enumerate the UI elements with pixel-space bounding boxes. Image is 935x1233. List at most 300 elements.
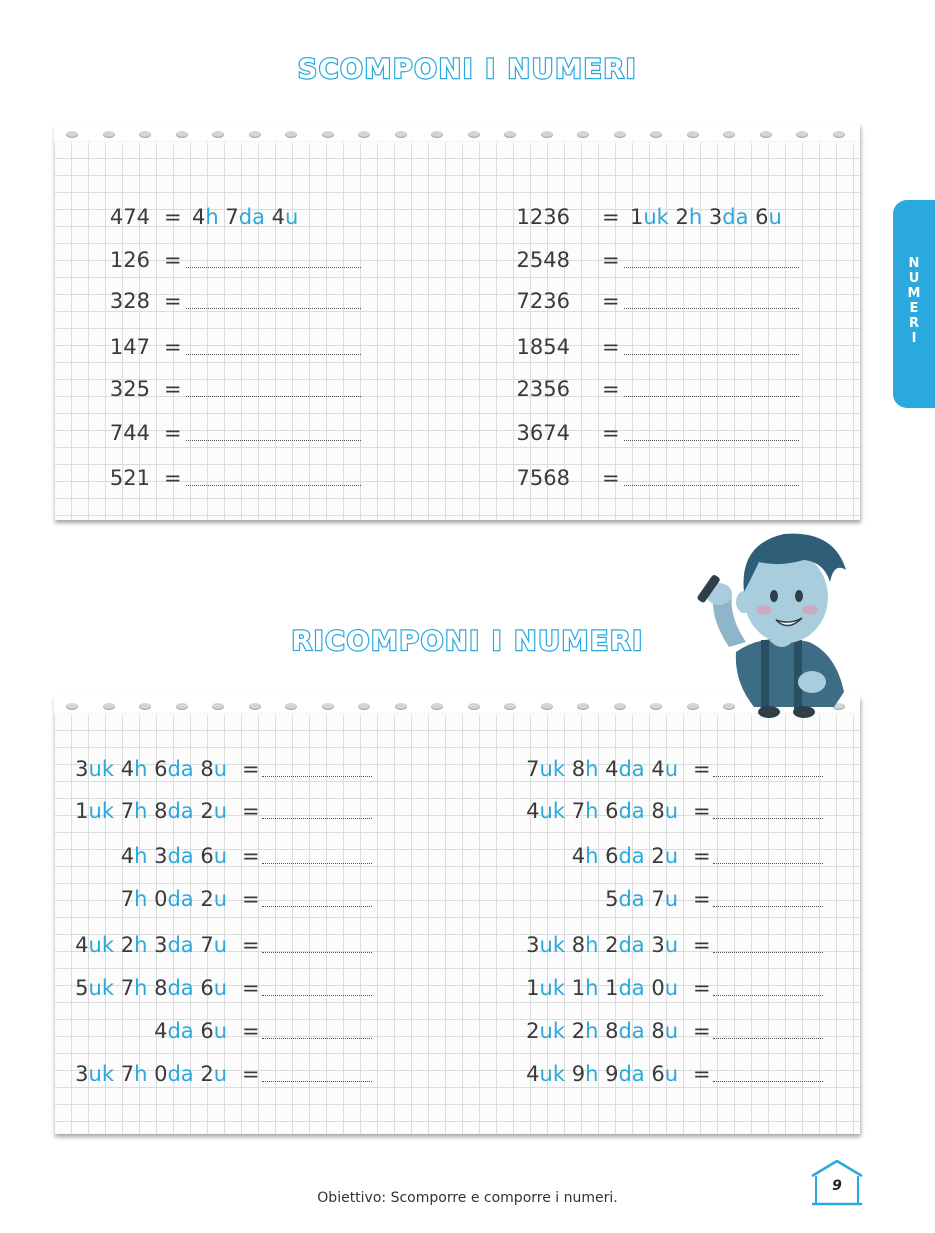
digit: 9 bbox=[565, 1062, 586, 1086]
unit-label: da bbox=[618, 799, 645, 823]
unit-label: u bbox=[213, 887, 227, 911]
side-tab-letter: N bbox=[908, 256, 920, 271]
spiral-hole bbox=[504, 131, 516, 138]
digit: 3 bbox=[526, 933, 540, 957]
decompose-row bbox=[474, 245, 854, 275]
unit-label: da bbox=[167, 844, 194, 868]
digit: 3 bbox=[75, 757, 89, 781]
digit: 2 bbox=[668, 205, 689, 229]
digit: 9 bbox=[598, 1062, 619, 1086]
spiral-hole bbox=[322, 131, 334, 138]
digit: 7 bbox=[526, 757, 540, 781]
answer-blank-line[interactable] bbox=[262, 1038, 372, 1039]
unit-label: h bbox=[585, 1062, 599, 1086]
equals-sign: = bbox=[242, 844, 260, 868]
digit: 8 bbox=[644, 799, 665, 823]
place-value-expression bbox=[572, 841, 678, 871]
side-tab-letter: E bbox=[909, 301, 919, 316]
digit: 5 bbox=[75, 976, 89, 1000]
answer-blank-line[interactable] bbox=[624, 308, 799, 309]
equals-sign: = bbox=[242, 933, 260, 957]
compose-row bbox=[54, 884, 394, 914]
digit: 6 bbox=[598, 799, 619, 823]
equals-sign: = bbox=[693, 1019, 711, 1043]
equals-sign: = bbox=[602, 466, 620, 490]
side-tab-label bbox=[902, 256, 926, 346]
spiral-hole bbox=[431, 131, 443, 138]
digit: 6 bbox=[147, 757, 168, 781]
place-value-expression bbox=[154, 1016, 227, 1046]
number-to-decompose: 2356 bbox=[516, 377, 570, 401]
unit-label: uk bbox=[539, 933, 566, 957]
answer-blank-line[interactable] bbox=[186, 485, 361, 486]
answer-blank-line[interactable] bbox=[186, 354, 361, 355]
spiral-hole bbox=[285, 703, 297, 710]
unit-label: u bbox=[664, 844, 678, 868]
unit-label: da bbox=[618, 933, 645, 957]
digit: 6 bbox=[748, 205, 769, 229]
unit-label: u bbox=[768, 205, 782, 229]
equals-sign: = bbox=[164, 205, 182, 229]
objective-footer: Obiettivo: Scomporre e comporre i numeri. bbox=[317, 1190, 618, 1206]
place-value-expression bbox=[75, 973, 227, 1003]
equals-sign: = bbox=[693, 976, 711, 1000]
side-tab-letter: R bbox=[908, 316, 919, 331]
answer-blank-line[interactable] bbox=[262, 1081, 372, 1082]
equals-sign: = bbox=[164, 466, 182, 490]
digit: 2 bbox=[114, 933, 135, 957]
side-tab-letter: I bbox=[911, 331, 917, 346]
equals-sign: = bbox=[164, 377, 182, 401]
digit: 4 bbox=[571, 844, 586, 868]
unit-label: u bbox=[664, 757, 678, 781]
equals-sign: = bbox=[602, 289, 620, 313]
spiral-hole bbox=[66, 131, 78, 138]
spiral-hole bbox=[212, 703, 224, 710]
digit: 4 bbox=[114, 757, 135, 781]
unit-label: da bbox=[167, 887, 194, 911]
unit-label: da bbox=[167, 799, 194, 823]
unit-label: u bbox=[664, 1062, 678, 1086]
compose-row bbox=[505, 1016, 845, 1046]
digit: 7 bbox=[193, 933, 214, 957]
place-value-expression bbox=[526, 1016, 678, 1046]
unit-label: da bbox=[618, 1062, 645, 1086]
digit: 4 bbox=[154, 1019, 168, 1043]
side-tab-letter: U bbox=[908, 271, 920, 286]
equals-sign: = bbox=[164, 421, 182, 445]
unit-label: u bbox=[664, 887, 678, 911]
digit: 4 bbox=[264, 205, 285, 229]
place-value-expression bbox=[75, 754, 227, 784]
notebook-paper-scomponi bbox=[54, 124, 860, 520]
digit: 6 bbox=[193, 1019, 214, 1043]
digit: 2 bbox=[526, 1019, 540, 1043]
compose-row bbox=[505, 796, 845, 826]
unit-label: da bbox=[618, 757, 645, 781]
equals-sign: = bbox=[693, 844, 711, 868]
notebook-paper-ricomponi bbox=[54, 696, 860, 1134]
answer-blank-line[interactable] bbox=[713, 1038, 823, 1039]
section-title-ricomponi: RICOMPONI I NUMERI bbox=[291, 626, 644, 657]
answer-blank-line[interactable] bbox=[186, 308, 361, 309]
digit: 8 bbox=[644, 1019, 665, 1043]
unit-label: da bbox=[618, 976, 645, 1000]
spiral-hole bbox=[139, 131, 151, 138]
unit-label: u bbox=[213, 933, 227, 957]
spiral-hole bbox=[322, 703, 334, 710]
spiral-hole bbox=[176, 703, 188, 710]
spiral-hole bbox=[395, 703, 407, 710]
unit-label: da bbox=[238, 205, 265, 229]
spiral-hole bbox=[468, 703, 480, 710]
answer-blank-line[interactable] bbox=[624, 485, 799, 486]
number-to-decompose: 744 bbox=[109, 421, 150, 445]
unit-label: uk bbox=[88, 1062, 115, 1086]
unit-label: u bbox=[284, 205, 299, 229]
number-to-decompose: 1854 bbox=[516, 335, 570, 359]
unit-label: uk bbox=[643, 205, 669, 229]
digit: 3 bbox=[147, 933, 168, 957]
decompose-row bbox=[54, 245, 434, 275]
digit: 4 bbox=[192, 205, 206, 229]
answer-blank-line[interactable] bbox=[186, 440, 361, 441]
unit-label: h bbox=[585, 757, 599, 781]
unit-label: uk bbox=[539, 799, 566, 823]
unit-label: uk bbox=[539, 1019, 566, 1043]
unit-label: h bbox=[134, 844, 148, 868]
decompose-row bbox=[474, 374, 854, 404]
equals-sign: = bbox=[693, 933, 711, 957]
compose-row bbox=[54, 1059, 394, 1089]
unit-label: da bbox=[618, 887, 645, 911]
unit-label: h bbox=[205, 205, 219, 229]
digit: 7 bbox=[114, 1062, 135, 1086]
compose-row bbox=[505, 930, 845, 960]
decompose-row bbox=[474, 286, 854, 316]
spiral-hole bbox=[650, 703, 662, 710]
equals-sign: = bbox=[602, 421, 620, 445]
digit: 8 bbox=[193, 757, 214, 781]
digit: 6 bbox=[193, 844, 214, 868]
spiral-hole bbox=[431, 703, 443, 710]
spiral-hole bbox=[285, 131, 297, 138]
spiral-hole bbox=[760, 131, 772, 138]
number-to-decompose: 147 bbox=[109, 335, 150, 359]
number-to-decompose: 1236 bbox=[516, 205, 570, 229]
equals-sign: = bbox=[242, 887, 260, 911]
equals-sign: = bbox=[602, 377, 620, 401]
digit: 4 bbox=[526, 799, 540, 823]
answer-blank-line[interactable] bbox=[186, 396, 361, 397]
spiral-hole bbox=[468, 131, 480, 138]
compose-row bbox=[54, 841, 394, 871]
equals-sign: = bbox=[602, 335, 620, 359]
equals-sign: = bbox=[693, 757, 711, 781]
spiral-hole bbox=[395, 131, 407, 138]
equals-sign: = bbox=[693, 799, 711, 823]
unit-label: u bbox=[213, 1019, 227, 1043]
compose-row bbox=[505, 1059, 845, 1089]
digit: 1 bbox=[565, 976, 586, 1000]
spiral-hole bbox=[176, 131, 188, 138]
digit: 1 bbox=[526, 976, 540, 1000]
digit: 3 bbox=[147, 844, 168, 868]
digit: 2 bbox=[193, 1062, 214, 1086]
compose-row bbox=[505, 884, 845, 914]
unit-label: uk bbox=[539, 757, 566, 781]
digit: 1 bbox=[75, 799, 89, 823]
equals-sign: = bbox=[242, 799, 260, 823]
decompose-row bbox=[474, 332, 854, 362]
unit-label: u bbox=[213, 757, 227, 781]
spiral-hole bbox=[614, 703, 626, 710]
number-to-decompose: 474 bbox=[109, 205, 150, 229]
digit: 7 bbox=[644, 887, 665, 911]
equals-sign: = bbox=[164, 289, 182, 313]
equals-sign: = bbox=[602, 248, 620, 272]
unit-label: h bbox=[585, 799, 599, 823]
decompose-row bbox=[54, 374, 434, 404]
unit-label: da bbox=[618, 1019, 645, 1043]
digit: 2 bbox=[644, 844, 665, 868]
equals-sign: = bbox=[602, 205, 620, 229]
answer-blank-line[interactable] bbox=[713, 818, 823, 819]
decompose-row bbox=[474, 463, 854, 493]
answer-blank-line[interactable] bbox=[624, 440, 799, 441]
spiral-hole bbox=[504, 703, 516, 710]
digit: 4 bbox=[598, 757, 619, 781]
boy-illustration bbox=[684, 522, 869, 722]
digit: 0 bbox=[644, 976, 665, 1000]
unit-label: h bbox=[585, 933, 599, 957]
unit-label: uk bbox=[88, 799, 115, 823]
digit: 5 bbox=[605, 887, 619, 911]
place-value-expression bbox=[526, 754, 678, 784]
answer-blank-line[interactable] bbox=[713, 906, 823, 907]
spiral-hole bbox=[358, 703, 370, 710]
digit: 4 bbox=[75, 933, 89, 957]
unit-label: h bbox=[134, 976, 148, 1000]
digit: 1 bbox=[630, 205, 644, 229]
number-to-decompose: 126 bbox=[109, 248, 150, 272]
spiral-hole bbox=[650, 131, 662, 138]
number-to-decompose: 7236 bbox=[516, 289, 570, 313]
unit-label: u bbox=[664, 976, 678, 1000]
answer-blank-line[interactable] bbox=[713, 863, 823, 864]
digit: 8 bbox=[565, 933, 586, 957]
number-to-decompose: 521 bbox=[109, 466, 150, 490]
spiral-hole bbox=[614, 131, 626, 138]
answer-blank-line[interactable] bbox=[713, 1081, 823, 1082]
digit: 7 bbox=[114, 976, 135, 1000]
spiral-hole bbox=[577, 131, 589, 138]
digit: 8 bbox=[147, 799, 168, 823]
answer-blank-line[interactable] bbox=[262, 952, 372, 953]
decompose-row bbox=[54, 332, 434, 362]
digit: 7 bbox=[565, 799, 586, 823]
digit: 7 bbox=[218, 205, 239, 229]
compose-row bbox=[54, 754, 394, 784]
unit-label: h bbox=[134, 757, 148, 781]
compose-row bbox=[54, 796, 394, 826]
unit-label: da bbox=[167, 1062, 194, 1086]
unit-label: h bbox=[134, 887, 148, 911]
decompose-row bbox=[474, 202, 854, 232]
compose-row bbox=[505, 754, 845, 784]
answer-blank-line[interactable] bbox=[262, 818, 372, 819]
digit: 8 bbox=[598, 1019, 619, 1043]
place-value-expression bbox=[526, 930, 678, 960]
place-value-expression bbox=[121, 884, 227, 914]
unit-label: h bbox=[585, 976, 599, 1000]
answer-blank-line[interactable] bbox=[624, 354, 799, 355]
equals-sign: = bbox=[242, 1062, 260, 1086]
spiral-hole bbox=[249, 703, 261, 710]
digit: 2 bbox=[193, 799, 214, 823]
compose-row bbox=[54, 973, 394, 1003]
answer-blank-line[interactable] bbox=[262, 995, 372, 996]
example-answer bbox=[630, 202, 782, 232]
equals-sign: = bbox=[242, 976, 260, 1000]
unit-label: uk bbox=[88, 757, 115, 781]
unit-label: u bbox=[213, 976, 227, 1000]
digit: 2 bbox=[565, 1019, 586, 1043]
spiral-hole bbox=[541, 131, 553, 138]
place-value-expression bbox=[75, 1059, 227, 1089]
decompose-row bbox=[54, 463, 434, 493]
place-value-expression bbox=[526, 796, 678, 826]
spiral-hole bbox=[139, 703, 151, 710]
equals-sign: = bbox=[242, 1019, 260, 1043]
digit: 0 bbox=[147, 887, 168, 911]
equals-sign: = bbox=[693, 1062, 711, 1086]
unit-label: u bbox=[664, 933, 678, 957]
unit-label: h bbox=[134, 1062, 148, 1086]
number-to-decompose: 7568 bbox=[516, 466, 570, 490]
spiral-holes bbox=[64, 128, 854, 146]
answer-blank-line[interactable] bbox=[262, 863, 372, 864]
place-value-expression bbox=[526, 1059, 678, 1089]
unit-label: u bbox=[664, 1019, 678, 1043]
place-value-expression bbox=[75, 796, 227, 826]
digit: 6 bbox=[598, 844, 619, 868]
compose-row bbox=[54, 930, 394, 960]
unit-label: h bbox=[688, 205, 703, 229]
digit: 7 bbox=[114, 799, 135, 823]
spiral-hole bbox=[103, 131, 115, 138]
side-tab-letter: M bbox=[907, 286, 921, 301]
digit: 4 bbox=[526, 1062, 540, 1086]
unit-label: uk bbox=[88, 976, 115, 1000]
digit: 6 bbox=[644, 1062, 665, 1086]
unit-label: h bbox=[585, 1019, 599, 1043]
unit-label: h bbox=[134, 933, 148, 957]
digit: 6 bbox=[193, 976, 214, 1000]
answer-blank-line[interactable] bbox=[262, 776, 372, 777]
example-answer bbox=[192, 202, 298, 232]
spiral-hole bbox=[103, 703, 115, 710]
number-to-decompose: 328 bbox=[109, 289, 150, 313]
place-value-expression bbox=[526, 973, 678, 1003]
unit-label: u bbox=[213, 1062, 227, 1086]
digit: 2 bbox=[193, 887, 214, 911]
unit-label: da bbox=[618, 844, 645, 868]
unit-label: da bbox=[722, 205, 749, 229]
number-to-decompose: 3674 bbox=[516, 421, 570, 445]
spiral-hole bbox=[66, 703, 78, 710]
digit: 1 bbox=[598, 976, 619, 1000]
equals-sign: = bbox=[164, 248, 182, 272]
decompose-row bbox=[54, 418, 434, 448]
decompose-row bbox=[54, 202, 434, 232]
answer-blank-line[interactable] bbox=[624, 396, 799, 397]
digit: 3 bbox=[75, 1062, 89, 1086]
spiral-hole bbox=[541, 703, 553, 710]
spiral-hole bbox=[833, 131, 845, 138]
spiral-hole bbox=[723, 131, 735, 138]
decompose-row bbox=[54, 286, 434, 316]
digit: 7 bbox=[120, 887, 135, 911]
digit: 8 bbox=[565, 757, 586, 781]
decompose-row bbox=[474, 418, 854, 448]
number-to-decompose: 2548 bbox=[516, 248, 570, 272]
spiral-hole bbox=[577, 703, 589, 710]
answer-blank-line[interactable] bbox=[713, 952, 823, 953]
answer-blank-line[interactable] bbox=[262, 906, 372, 907]
number-to-decompose: 325 bbox=[109, 377, 150, 401]
digit: 3 bbox=[644, 933, 665, 957]
unit-label: da bbox=[167, 1019, 194, 1043]
spiral-hole bbox=[358, 131, 370, 138]
digit: 8 bbox=[147, 976, 168, 1000]
compose-row bbox=[505, 973, 845, 1003]
digit: 4 bbox=[644, 757, 665, 781]
spiral-hole bbox=[212, 131, 224, 138]
answer-blank-line[interactable] bbox=[713, 995, 823, 996]
compose-row bbox=[505, 841, 845, 871]
unit-label: u bbox=[213, 844, 227, 868]
equals-sign: = bbox=[164, 335, 182, 359]
answer-blank-line[interactable] bbox=[186, 267, 361, 268]
spiral-hole bbox=[687, 131, 699, 138]
compose-row bbox=[54, 1016, 394, 1046]
unit-label: uk bbox=[88, 933, 115, 957]
unit-label: da bbox=[167, 757, 194, 781]
digit: 0 bbox=[147, 1062, 168, 1086]
equals-sign: = bbox=[242, 757, 260, 781]
spiral-hole bbox=[249, 131, 261, 138]
place-value-expression bbox=[121, 841, 227, 871]
unit-label: h bbox=[134, 799, 148, 823]
answer-blank-line[interactable] bbox=[713, 776, 823, 777]
section-title-scomponi: SCOMPONI I NUMERI bbox=[297, 54, 638, 85]
unit-label: da bbox=[167, 976, 194, 1000]
place-value-expression bbox=[75, 930, 227, 960]
unit-label: u bbox=[664, 799, 678, 823]
digit: 4 bbox=[120, 844, 135, 868]
unit-label: da bbox=[167, 933, 194, 957]
place-value-expression bbox=[605, 884, 678, 914]
unit-label: h bbox=[585, 844, 599, 868]
digit: 3 bbox=[702, 205, 723, 229]
unit-label: uk bbox=[539, 976, 566, 1000]
equals-sign: = bbox=[693, 887, 711, 911]
unit-label: uk bbox=[539, 1062, 566, 1086]
answer-blank-line[interactable] bbox=[624, 267, 799, 268]
spiral-hole bbox=[796, 131, 808, 138]
digit: 2 bbox=[598, 933, 619, 957]
